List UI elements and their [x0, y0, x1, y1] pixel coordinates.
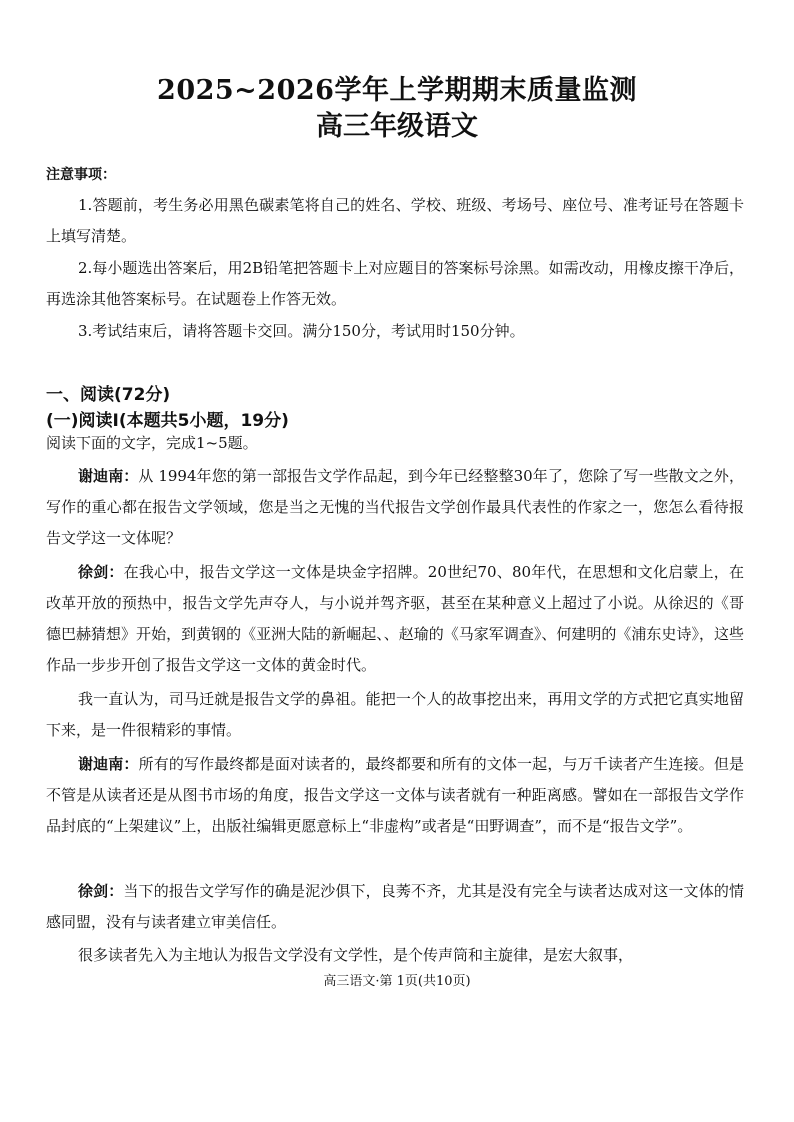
speaker-label: 徐剑：: [78, 882, 124, 900]
notice-item-2: 2.每小题选出答案后，用2B铅笔把答题卡上对应题目的答案标号涂黑。如需改动，用橡皮擦干净后，再选涂其他答案标号。在试题卷上作答无效。: [46, 259, 744, 308]
notice-item-1: 1.答题前，考生务必用黑色碳素笔将自己的姓名、学校、班级、考场号、座位号、准考证号在答题卡上填写清楚。: [46, 196, 744, 245]
section-subtitle: (一)阅读Ⅰ(本题共5小题，19分): [46, 411, 289, 431]
reading-instruction: 阅读下面的文字，完成1~5题。: [46, 434, 258, 452]
speaker-label: 谢迪南：: [78, 755, 139, 773]
passage-paragraph: [46, 461, 744, 554]
passage-paragraph: [46, 940, 744, 971]
paragraph-text: 所有的写作最终都是面对读者的，最终都要和所有的文体一起，与万千读者产生连接。但是不管是从读者还是从图书市场的角度，报告文学这一文体与读者就有一种距离感。譬如在一部报告文学作品封底的“上架建议”上，出版社编辑更愿意标上“非虚构”或者是“田野调查”，而不是“报告文学”。: [46, 755, 744, 835]
notice-heading: 注意事项：: [46, 167, 116, 183]
paragraph-text: 从 1994年您的第一部报告文学作品起，到今年已经整整30年了，您除了写一些散文之外，写作的重心都在报告文学领域，您是当之无愧的当代报告文学创作最具代表性的作家之一，您怎么看待报告文学这一文体呢？: [46, 467, 744, 547]
paragraph-text: 很多读者先入为主地认为报告文学没有文学性，是个传声筒和主旋律，是宏大叙事，: [78, 946, 634, 964]
paragraph-text: 在我心中，报告文学这一文体是块金字招牌。20世纪70、80年代，在思想和文化启蒙上，在改革开放的预热中，报告文学先声夺人，与小说并驾齐驱，甚至在某种意义上超过了小说。从徐迟的《哥德巴赫猜想》开始，到黄钢的《亚洲大陆的新崛起、、赵瑜的《马家军调查》、何建明的《浦东史诗》，这些作品一步步开创了报告文学这一文体的黄金时代。: [46, 563, 744, 674]
page-footer: 高三语文·第 1页(共10页): [323, 974, 471, 989]
exam-title: 2025~2026学年上学期期末质量监测: [157, 75, 637, 106]
section-title: 一、阅读(72分): [46, 385, 171, 405]
paragraph-text: 我一直认为，司马迁就是报告文学的鼻祖。能把一个人的故事挖出来，再用文学的方式把它真实地留下来，是一件很精彩的事情。: [46, 690, 744, 739]
paragraph-text: 当下的报告文学写作的确是泥沙俱下，良莠不齐，尤其是没有完全与读者达成对这一文体的情感同盟，没有与读者建立审美信任。: [46, 882, 744, 931]
passage-paragraph: [46, 876, 744, 938]
speaker-label: 谢迪南：: [78, 467, 139, 485]
exam-subject-title: 高三年级语文: [316, 111, 478, 142]
passage-paragraph: [46, 557, 744, 681]
notice-item-3: 3.考试结束后，请将答题卡交回。满分150分，考试用时150分钟。: [78, 322, 525, 340]
passage-paragraph: [46, 684, 744, 746]
speaker-label: 徐剑：: [78, 563, 124, 581]
passage-paragraph: [46, 749, 744, 842]
